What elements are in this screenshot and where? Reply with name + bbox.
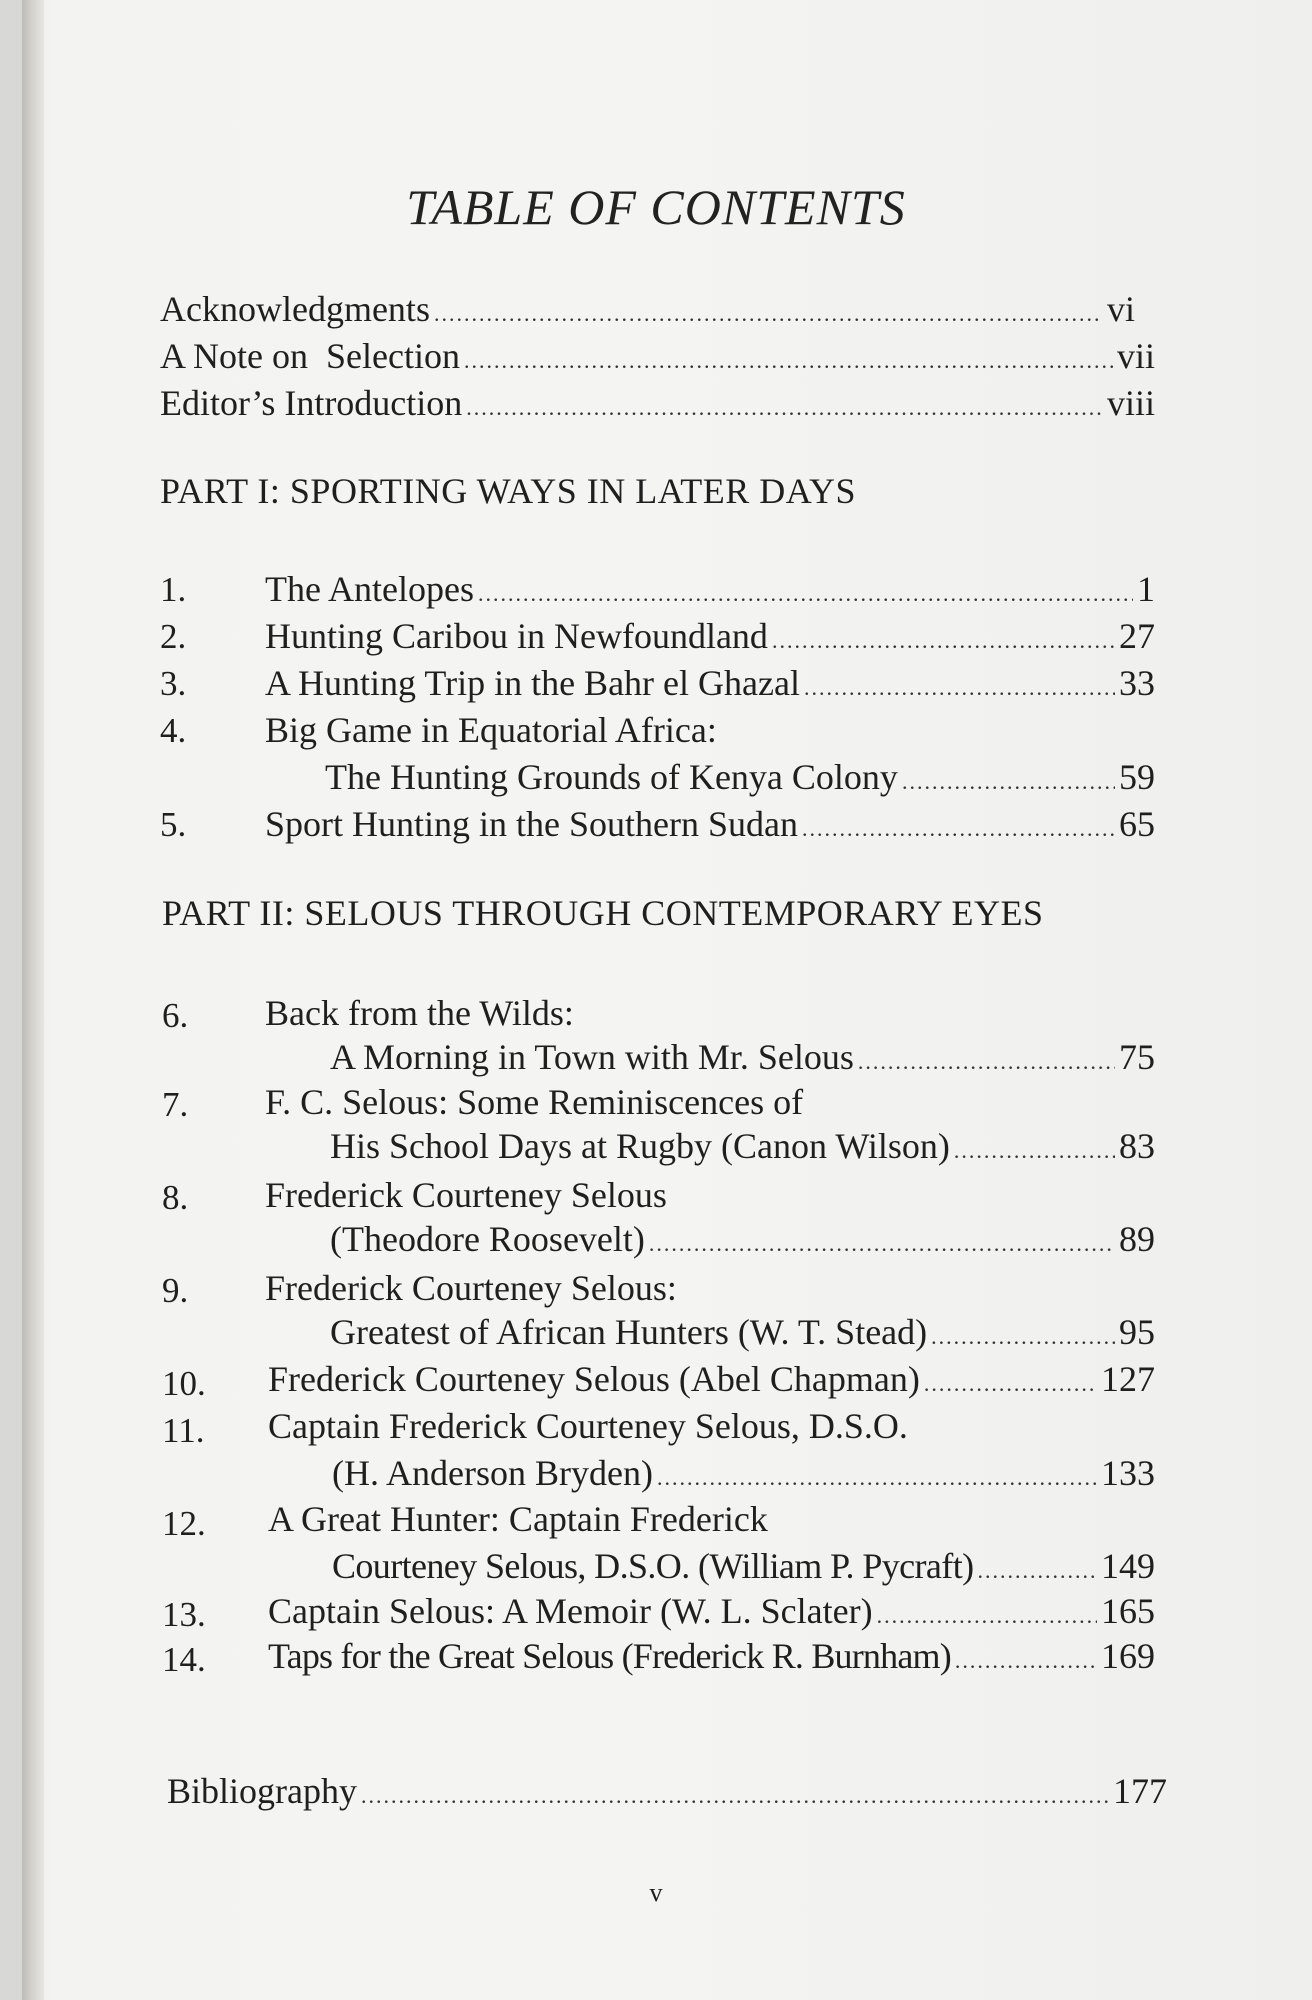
toc-row [268, 1590, 1155, 1632]
leader-dots [804, 675, 1115, 701]
toc-row [330, 1125, 1155, 1167]
toc-label: Editor’s Introduction [160, 383, 463, 423]
part-heading: PART I: SPORTING WAYS IN LATER DAYS [160, 471, 856, 511]
toc-label: F. C. Selous: Some Reminiscences of [265, 1082, 804, 1122]
entry-number: 6. [162, 996, 189, 1035]
entry-number: 5. [160, 805, 187, 844]
leader-dots [877, 1603, 1097, 1629]
toc-row [330, 1218, 1155, 1260]
toc-label: Taps for the Great Selous (Frederick R. Burnham) [268, 1636, 951, 1676]
entry-number: 9. [162, 1271, 189, 1310]
leader-dots [478, 581, 1133, 607]
toc-page: 33 [1119, 663, 1155, 703]
toc-label: (H. Anderson Bryden) [332, 1453, 653, 1493]
toc-label: Frederick Courteney Selous (Abel Chapman) [268, 1359, 920, 1399]
toc-row [268, 1635, 1155, 1677]
entry-number: 11. [162, 1411, 205, 1450]
toc-label: Bibliography [167, 1771, 357, 1811]
toc-label: His School Days at Rugby (Canon Wilson) [330, 1126, 950, 1166]
toc-row [330, 1311, 1155, 1353]
toc-page: 89 [1119, 1219, 1155, 1259]
toc-label: The Antelopes [265, 569, 474, 609]
toc-row [265, 615, 1155, 657]
leader-dots [955, 1648, 1097, 1674]
leader-dots [858, 1049, 1115, 1075]
toc-label: A Note on Selection [160, 336, 460, 376]
leader-dots [466, 395, 1103, 421]
leader-dots [902, 769, 1115, 795]
entry-number: 10. [162, 1364, 206, 1403]
leader-dots [802, 816, 1115, 842]
toc-row [265, 803, 1155, 845]
toc-row [332, 1545, 1155, 1587]
entry-number: 2. [160, 617, 187, 656]
toc-page: 83 [1119, 1126, 1155, 1166]
toc-page: 127 [1101, 1359, 1155, 1399]
entry-number: 3. [160, 664, 187, 703]
toc-label: Captain Selous: A Memoir (W. L. Sclater) [268, 1591, 873, 1631]
toc-page: 95 [1119, 1312, 1155, 1352]
toc-label: A Morning in Town with Mr. Selous [330, 1037, 854, 1077]
toc-label: Back from the Wilds: [265, 993, 574, 1033]
leader-dots [954, 1138, 1115, 1164]
toc-label: Sport Hunting in the Southern Sudan [265, 804, 798, 844]
leader-dots [931, 1324, 1115, 1350]
leader-dots [649, 1231, 1115, 1257]
toc-page: viii [1106, 383, 1155, 423]
toc-page: 149 [1101, 1546, 1155, 1586]
toc-page: vi [1106, 289, 1135, 329]
toc-label: Frederick Courteney Selous: [265, 1268, 677, 1308]
toc-page: 75 [1119, 1037, 1155, 1077]
leader-dots [977, 1558, 1097, 1584]
entry-number: 14. [162, 1640, 206, 1679]
toc-page: vii [1116, 336, 1155, 376]
toc-row-editors-introduction [160, 382, 1155, 424]
toc-label: A Great Hunter: Captain Frederick [268, 1499, 768, 1539]
leader-dots [657, 1465, 1097, 1491]
toc-row-note-on-selection [160, 335, 1155, 377]
toc-label: Frederick Courteney Selous [265, 1175, 667, 1215]
toc-row-bibliography [167, 1770, 1167, 1812]
toc-row [265, 568, 1155, 610]
toc-page: 133 [1101, 1453, 1155, 1493]
page-number: v [649, 1878, 663, 1907]
entry-number: 8. [162, 1178, 189, 1217]
leader-dots [924, 1371, 1097, 1397]
toc-row [325, 756, 1155, 798]
toc-page: 177 [1113, 1771, 1167, 1811]
toc-label: Courteney Selous, D.S.O. (William P. Pycraft) [332, 1546, 974, 1586]
toc-row [265, 662, 1155, 704]
toc-page: 27 [1119, 616, 1155, 656]
toc-label: The Hunting Grounds of Kenya Colony [325, 757, 898, 797]
toc-label: Hunting Caribou in Newfoundland [265, 616, 768, 656]
toc-row [332, 1452, 1155, 1494]
toc-page: 1 [1137, 569, 1155, 609]
entry-number: 4. [160, 711, 187, 750]
toc-label: (Theodore Roosevelt) [330, 1219, 645, 1259]
leader-dots [361, 1783, 1109, 1809]
entry-number: 12. [162, 1504, 206, 1543]
entry-number: 1. [160, 570, 187, 609]
toc-row [330, 1036, 1155, 1078]
toc-label: Captain Frederick Courteney Selous, D.S.O. [268, 1406, 908, 1446]
toc-page: 65 [1119, 804, 1155, 844]
toc-page: 59 [1119, 757, 1155, 797]
toc-row-acknowledgments [160, 288, 1135, 330]
leader-dots [772, 628, 1115, 654]
page-title: TABLE OF CONTENTS [406, 179, 906, 235]
toc-page: 169 [1101, 1636, 1155, 1676]
toc-row [268, 1358, 1155, 1400]
entry-number: 7. [162, 1085, 189, 1124]
toc-label: Acknowledgments [160, 289, 430, 329]
page-edge [22, 0, 44, 2000]
entry-number: 13. [162, 1595, 206, 1634]
toc-label: A Hunting Trip in the Bahr el Ghazal [265, 663, 800, 703]
part-heading: PART II: SELOUS THROUGH CONTEMPORARY EYES [162, 893, 1044, 933]
leader-dots [434, 301, 1103, 327]
toc-page: 165 [1101, 1591, 1155, 1631]
toc-label: Big Game in Equatorial Africa: [265, 710, 717, 750]
toc-label: Greatest of African Hunters (W. T. Stead) [330, 1312, 928, 1352]
leader-dots [464, 348, 1113, 374]
